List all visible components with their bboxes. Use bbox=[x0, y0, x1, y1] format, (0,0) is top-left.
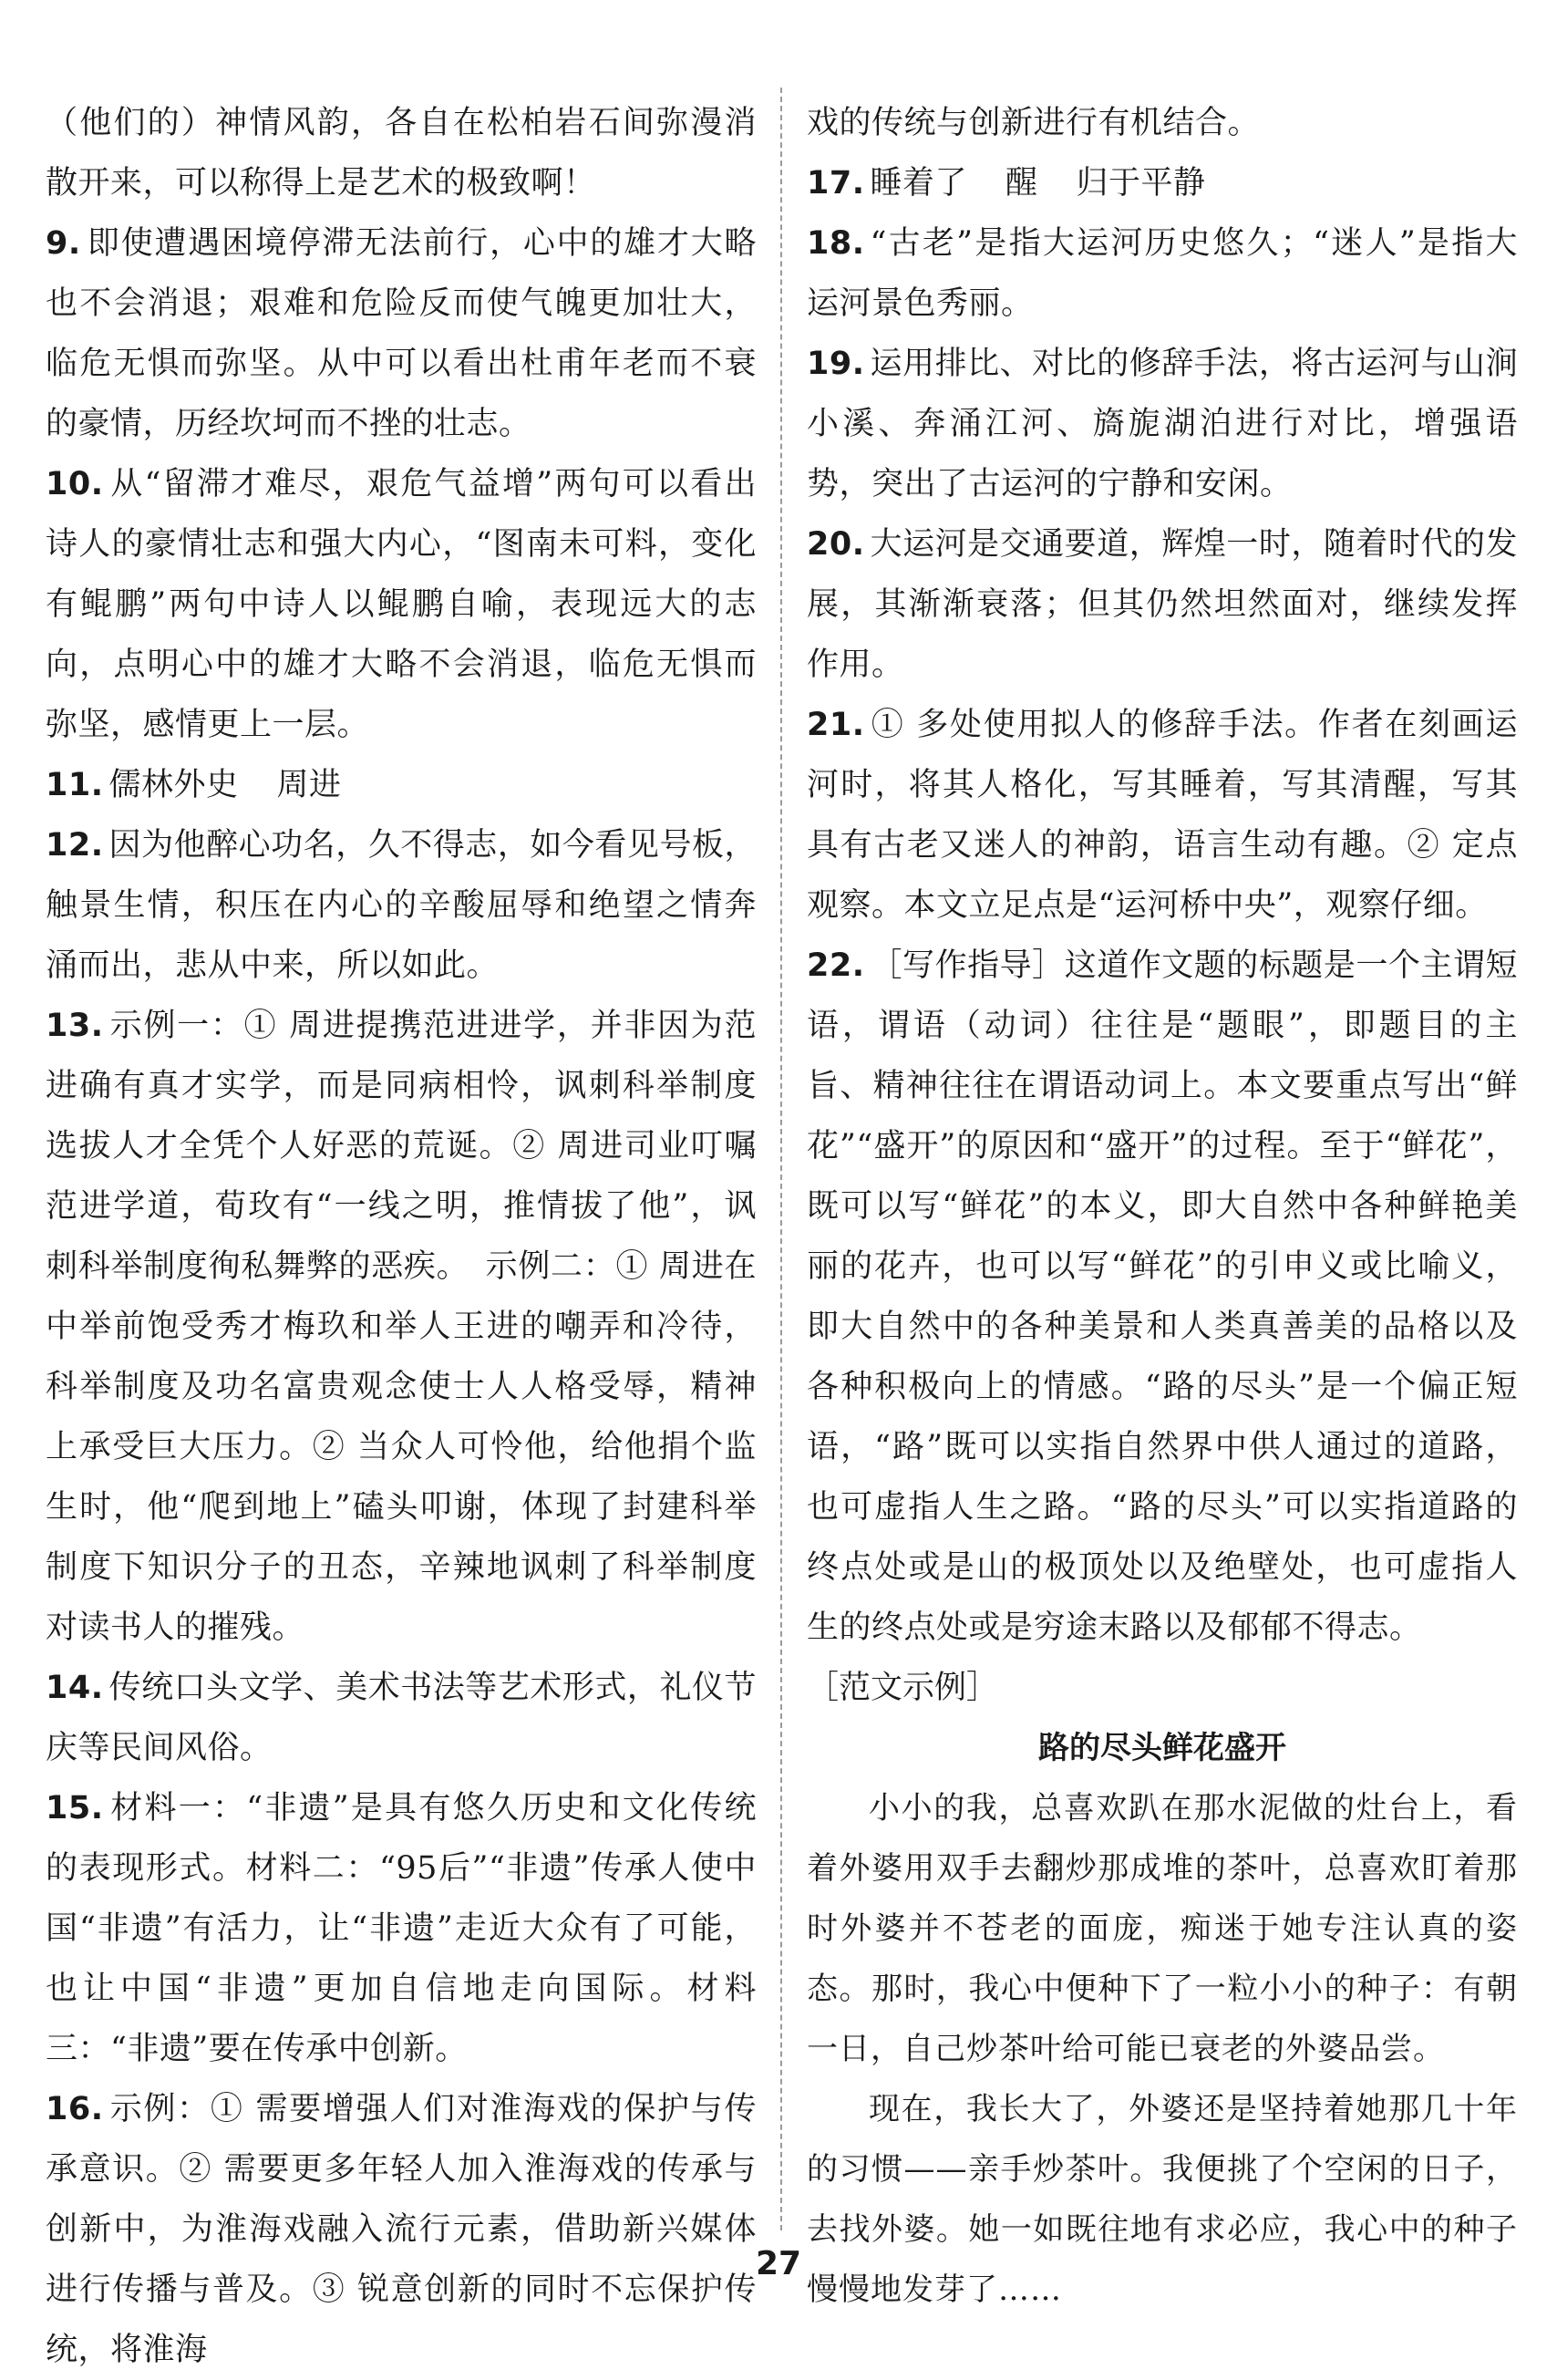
question-number: 16. bbox=[46, 2091, 104, 2127]
question-number: 12. bbox=[46, 827, 104, 864]
answer-text: 大运河是交通要道，辉煌一时，随着时代的发展，其渐渐衰落；但其仍然坦然面对，继续发挥作用。 bbox=[807, 526, 1518, 683]
answer-20 bbox=[807, 514, 1518, 695]
essay-title: 路的尽头鲜花盛开 bbox=[1038, 1730, 1286, 1766]
question-number: 17. bbox=[807, 165, 865, 202]
answer-text: 周进 bbox=[276, 767, 342, 803]
question-number: 11. bbox=[46, 767, 104, 803]
answer-text: 示例一：① 周进提携范进进学，并非因为范进确有真才实学，而是同病相怜，讽刺科举制度选拔人才全凭个人好恶的荒诞。② 周进司业叮嘱范进学道，荀玫有“一线之明，推情拔了他”，讽刺科举制度徇私舞弊的恶疾。 示例二：① 周进在中举前饱受秀才梅玖和举人王进的嘲弄和冷待，科举制度及功名富贵观念使士人人格受辱，精神上承受巨大压力。② 当众人可怜他，给他捐个监生时，他“爬到地上”磕头叩谢，体现了封建科举制度下知识分子的丑态，辛辣地讽刺了科举制度对读书人的摧残。 bbox=[46, 1008, 757, 1646]
writing-guide-tag: ［写作指导］ bbox=[870, 947, 1065, 984]
answer-22 bbox=[807, 936, 1518, 1658]
answer-9 bbox=[46, 213, 757, 454]
text: （他们的）神情风韵，各自在松柏岩石间弥漫消散开来，可以称得上是艺术的极致啊！ bbox=[46, 105, 757, 202]
essay-paragraph: 小小的我，总喜欢趴在那水泥做的灶台上，看着外婆用双手去翻炒那成堆的茶叶，总喜欢盯着那时外婆并不苍老的面庞，痴迷于她专注认真的姿态。那时，我心中便种下了一粒小小的种子：有朝一日，自己炒茶叶给可能已衰老的外婆品尝。 bbox=[807, 1790, 1518, 2067]
answer-text: 运用排比、对比的修辞手法，将古运河与山涧小溪、奔涌江河、旖旎湖泊进行对比，增强语势，突出了古运河的宁静和安闲。 bbox=[807, 346, 1518, 502]
answer-8-continuation bbox=[46, 93, 757, 213]
answer-text: 因为他醉心功名，久不得志，如今看见号板，触景生情，积压在内心的辛酸屈辱和绝望之情奔涌而出，悲从中来，所以如此。 bbox=[46, 827, 757, 984]
question-number: 19. bbox=[807, 346, 865, 382]
answer-16 bbox=[46, 2079, 757, 2380]
answer-17 bbox=[807, 153, 1518, 213]
answer-text: 儒林外史 bbox=[108, 767, 239, 803]
question-number: 18. bbox=[807, 225, 865, 262]
answer-text: 归于平静 bbox=[1076, 165, 1206, 202]
question-number: 9. bbox=[46, 225, 81, 262]
page-number: 27 bbox=[755, 2245, 802, 2282]
answer-14 bbox=[46, 1658, 757, 1778]
column-divider bbox=[780, 88, 782, 2230]
question-number: 14. bbox=[46, 1670, 104, 1706]
answer-text: 传统口头文学、美术书法等艺术形式，礼仪节庆等民间风俗。 bbox=[46, 1670, 757, 1766]
answer-10 bbox=[46, 454, 757, 755]
question-number: 10. bbox=[46, 466, 104, 502]
right-column bbox=[807, 93, 1518, 2320]
text: 戏的传统与创新进行有机结合。 bbox=[807, 105, 1261, 141]
answer-text: ① 多处使用拟人的修辞手法。作者在刻画运河时，将其人格化，写其睡着，写其清醒，写其具有古老又迷人的神韵，语言生动有趣。② 定点观察。本文立足点是“运河桥中央”，观察仔细。 bbox=[807, 707, 1518, 924]
answer-text: 材料一：“非遗”是具有悠久历史和文化传统的表现形式。材料二：“95后”“非遗”传承人使中国“非遗”有活力，让“非遗”走近大众有了可能，也让中国“非遗”更加自信地走向国际。材料三：“非遗”要在传承中创新。 bbox=[46, 1790, 757, 2067]
answer-18 bbox=[807, 213, 1518, 334]
answer-11 bbox=[46, 755, 757, 815]
essay-paragraph: 现在，我长大了，外婆还是坚持着她那几十年的习惯——亲手炒茶叶。我便挑了个空闲的日子，去找外婆。她一如既往地有求必应，我心中的种子慢慢地发芽了…… bbox=[807, 2091, 1518, 2308]
answer-text: 从“留滞才难尽，艰危气益增”两句可以看出诗人的豪情壮志和强大内心，“图南未可料，变化有鲲鹏”两句中诗人以鲲鹏自喻，表现远大的志向，点明心中的雄才大略不会消退，临危无惧而弥坚，感情更上一层。 bbox=[46, 466, 757, 743]
answer-text: 这道作文题的标题是一个主谓短语，谓语（动词）往往是“题眼”，即题目的主旨、精神往往在谓语动词上。本文要重点写出“鲜花”“盛开”的原因和“盛开”的过程。至于“鲜花”，既可以写“鲜花”的本义，即大自然中各种鲜艳美丽的花卉，也可以写“鲜花”的引申义或比喻义，即大自然中的各种美景和人类真善美的品格以及各种积极向上的情感。“路的尽头”是一个偏正短语，“路”既可以实指自然界中供人通过的道路，也可虚指人生之路。“路的尽头”可以实指道路的终点处或是山的极顶处以及绝壁处，也可虚指人生的终点处或是穷途末路以及郁郁不得志。 bbox=[807, 947, 1518, 1646]
left-column bbox=[46, 93, 757, 2380]
question-number: 22. bbox=[807, 947, 865, 984]
answer-text: 睡着了 bbox=[870, 165, 968, 202]
answer-21 bbox=[807, 695, 1518, 936]
question-number: 13. bbox=[46, 1008, 104, 1044]
answer-13 bbox=[46, 996, 757, 1658]
answer-12 bbox=[46, 815, 757, 996]
question-number: 20. bbox=[807, 526, 865, 563]
question-number: 21. bbox=[807, 707, 865, 743]
question-number: 15. bbox=[46, 1790, 104, 1826]
answer-15 bbox=[46, 1778, 757, 2079]
answer-text: 醒 bbox=[1005, 165, 1038, 202]
answer-text: “古老”是指大运河历史悠久；“迷人”是指大运河景色秀丽。 bbox=[807, 225, 1518, 322]
answer-text: 即使遭遇困境停滞无法前行，心中的雄才大略也不会消退；艰难和危险反而使气魄更加壮大，临危无惧而弥坚。从中可以看出杜甫年老而不衰的豪情，历经坎坷而不挫的壮志。 bbox=[46, 225, 757, 442]
answer-text: 示例：① 需要增强人们对淮海戏的保护与传承意识。② 需要更多年轻人加入淮海戏的传承与创新中，为淮海戏融入流行元素，借助新兴媒体进行传播与普及。③ 锐意创新的同时不忘保护传统，将淮海 bbox=[46, 2091, 757, 2368]
answer-19 bbox=[807, 334, 1518, 514]
answer-16-continuation bbox=[807, 93, 1518, 153]
sample-essay-tag: ［范文示例］ bbox=[807, 1670, 999, 1706]
